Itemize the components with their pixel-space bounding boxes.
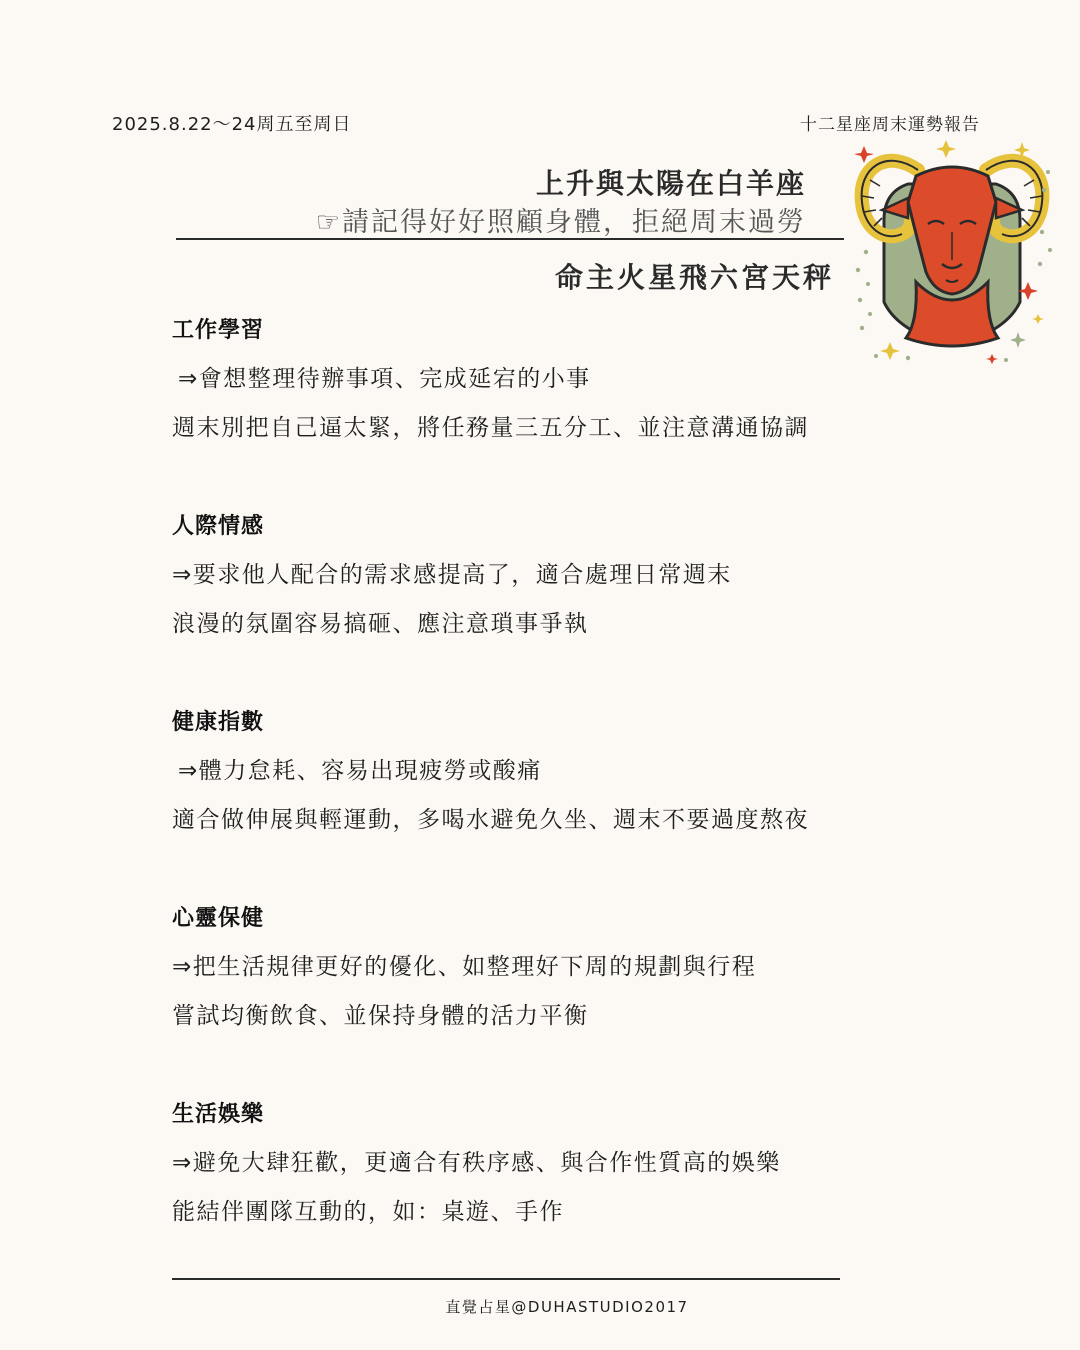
headline: 上升與太陽在白羊座	[535, 167, 806, 200]
section-line: ⇒體力怠耗、容易出現疲勞或酸痛	[178, 758, 542, 784]
section-line: 適合做伸展與輕運動，多喝水避免久坐、週末不要過度熬夜	[172, 807, 809, 833]
section-line: 浪漫的氛圍容易搞砸、應注意瑣事爭執	[172, 611, 589, 637]
section-work	[172, 316, 892, 462]
section-leisure	[172, 1100, 892, 1246]
section-line: ⇒會想整理待辦事項、完成延宕的小事	[178, 366, 591, 392]
subheadline: ☞請記得好好照顧身體，拒絕周末過勞	[315, 207, 806, 238]
section-health	[172, 708, 892, 854]
section-heading: 心靈保健	[172, 906, 265, 931]
footer-credit: 直覺占星@DUHASTUDIO2017	[445, 1298, 689, 1316]
section-heading: 生活娛樂	[172, 1102, 265, 1127]
bottom-divider	[172, 1278, 840, 1280]
section-line: ⇒要求他人配合的需求感提高了，適合處理日常週末	[172, 562, 732, 588]
section-line: 嘗試均衡飲食、並保持身體的活力平衡	[172, 1003, 589, 1029]
section-mind	[172, 904, 892, 1050]
date-range: 2025.8.22～24周五至周日	[112, 114, 352, 135]
top-divider	[176, 238, 844, 240]
section-heading: 工作學習	[172, 318, 265, 343]
section-heading: 人際情感	[172, 514, 265, 539]
ruler-planet-line: 命主火星飛六宮天秤	[555, 261, 835, 294]
section-line: 能結伴團隊互動的，如：桌遊、手作	[172, 1199, 564, 1225]
section-line: ⇒把生活規律更好的優化、如整理好下周的規劃與行程	[172, 954, 757, 980]
section-relationships	[172, 512, 892, 658]
section-line: 週末別把自己逼太緊，將任務量三五分工、並注意溝通協調	[172, 415, 809, 441]
section-heading: 健康指數	[172, 710, 265, 735]
section-line: ⇒避免大肆狂歡，更適合有秩序感、與合作性質高的娛樂	[172, 1150, 781, 1176]
report-title: 十二星座周末運勢報告	[800, 115, 980, 135]
